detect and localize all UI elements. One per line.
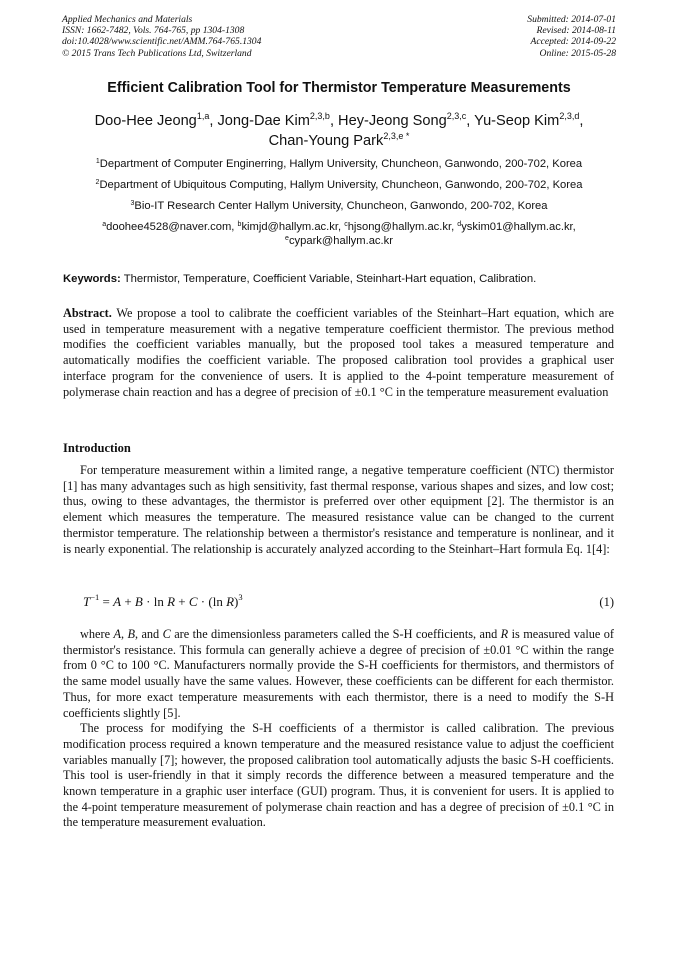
keywords: [63, 272, 623, 286]
affiliation-text: Department of Computer Enginerring, Hallym University, Chuncheon, Ganwondo, 200-702, Korea: [99, 158, 583, 170]
intro-paragraph-2: where A, B, and C are the dimensionless parameters called the S-H coefficients, and R is measured value of thermistor's resistance. This formula can generally achieve a degree of precision of ±0.01 °C within the range from 0 °C to 100 °C. Manufacturers normally provide the S-H coefficients for thermistors, and thermistors of the same model usually have the same values. However, these coefficients can be different for each thermistor. Thus, for more exact temperature measurements with each thermistor, there is a need to modify the S-H coefficients slightly [5]. The process for modifying the S-H coefficients of a thermistor is called calibration. The previous modification process required a known temperature and the measured resistance value to adjust the coefficient variables manually [7]; however, the proposed calibration tool automatically adjusts the basic S-H coefficients. This tool is user-friendly in that it simply records the difference between a measured temperature and the known temperature in a graphic user interface (GUI) program. Thus, it is convenient for users. It is applied to the 4-point temperature measurement of polymerase chain reaction and has a degree of precision of ±0.1 °C in the temperature measurement evaluation.: [63, 627, 614, 830]
affiliation: [40, 199, 638, 213]
keywords-text: Thermistor, Temperature, Coefficient Variable, Steinhart-Hart equation, Calibration.: [123, 273, 537, 285]
steinhart-hart-equation: [63, 591, 614, 615]
affiliation: [40, 178, 638, 192]
intro-paragraph-1: For temperature measurement within a limited range, a negative temperature coefficient (NTC) thermistor [1] has many advantages such as high sensitivity, fast thermal response, various shapes and sizes, and low cost; thus, owing to these advantages, the thermistor is preferred over other equipment [2]. The thermistor is an element which measures the temperature. The measured resistance value can be changed to the current thermistor temperature. The relationship between a thermistor's resistance and temperature is nonlinear, and it is nearly exponential. The relationship is accurately analyzed according to the Steinhart–Hart formula Eq. 1[4]:: [63, 463, 614, 556]
abstract-label: Abstract.: [63, 306, 112, 320]
keywords-label: Keywords:: [63, 273, 121, 285]
email-link[interactable]: kimjd@hallym.ac.kr,: [241, 221, 342, 233]
date-revised: Revised: 2014-08-11: [536, 25, 616, 37]
paper-title: Efficient Calibration Tool for Thermistor Temperature Measurements: [107, 80, 571, 96]
section-heading-introduction: Introduction: [63, 441, 131, 455]
author-name: Jong-Dae Kim: [217, 113, 310, 129]
affiliation-mark: 1: [95, 158, 100, 165]
author-affiliation-mark: 2,3,e *: [383, 131, 410, 141]
email-link[interactable]: cypark@hallym.ac.kr: [288, 235, 393, 247]
author-name: Chan-Young Park: [268, 133, 384, 149]
email-link[interactable]: hjsong@hallym.ac.kr,: [347, 221, 455, 233]
dates-header: [527, 14, 616, 59]
equation-formula: $T^{-1} = A + B \cdot \ln R + C \cdot (\ln$ R)$^3$: [83, 592, 243, 609]
date-online: Online: 2015-05-28: [539, 47, 616, 59]
abstract: [63, 306, 614, 400]
author-name: Doo-Hee Jeong: [94, 113, 197, 129]
author-affiliation-mark: 2,3,c: [446, 111, 467, 121]
equation-number: (1): [599, 595, 614, 609]
abstract-text: We propose a tool to calibrate the coefficient variables of the Steinhart–Hart equation, which are used in temperature measurement with a negative temperature coefficient thermistor. The previous method modifies the coefficient variables manually, but the proposed tool takes a measured temperature and automatically modifies the coefficient variable. The proposed calibration tool provides a graphical user interface program for the convenience of users. It is applied to the 4-point temperature measurement of polymerase chain reaction and has a degree of precision of ±0.1 °C in the temperature measurement evaluation: [63, 306, 614, 399]
affiliation: [40, 157, 638, 171]
journal-header: [62, 14, 261, 59]
author-affiliation-mark: 2,3,b: [309, 111, 330, 121]
journal-name: Applied Mechanics and Materials: [62, 14, 193, 25]
date-accepted: Accepted: 2014-09-22: [530, 36, 616, 48]
journal-copyright: © 2015 Trans Tech Publications Ltd, Switzerland: [62, 47, 252, 59]
author-emails: $^a$doohee4528@naver.com, $^b$kimjd@hallym.ac.kr, $^c$hjsong@hallym.ac.kr, $^d$yskim01@hallym.ac.kr, $^e$cypark@hallym.ac.kr: [102, 221, 576, 247]
author-name: Hey-Jeong Song: [338, 113, 447, 129]
author-affiliation-mark: 1,a: [196, 111, 210, 121]
affiliation-mark: 2: [95, 179, 100, 186]
email-link[interactable]: yskim01@hallym.ac.kr,: [461, 221, 576, 233]
email-link[interactable]: doohee4528@naver.com,: [106, 221, 235, 233]
affiliation-mark: 3: [130, 200, 135, 207]
intro-paragraph-3: The process for modifying the S-H coefficients of a thermistor is called calibration. The previous modification process required a known temperature and the measured resistance value to adjust the coefficient variables manually [7]; however, the proposed calibration tool automatically adjusts the basic S-H coefficients. This tool is user-friendly in that it simply records the difference between a measured temperature and the known temperature in a graphic user interface (GUI) program. Thus, it is convenient for users. It is applied to the 4-point temperature measurement of polymerase chain reaction and has a degree of precision of ±0.1 °C in the temperature measurement evaluation.: [63, 721, 614, 830]
author-affiliation-mark: 2,3,d: [559, 111, 580, 121]
affiliation-text: Department of Ubiquitous Computing, Hallym University, Chuncheon, Ganwondo, 200-702, Korea: [99, 179, 583, 191]
author-name: Yu-Seop Kim: [474, 113, 560, 129]
journal-issn: ISSN: 1662-7482, Vols. 764-765, pp 1304-1308: [62, 25, 245, 37]
journal-doi: doi:10.4028/www.scientific.net/AMM.764-765.1304: [62, 36, 262, 48]
affiliation-text: Bio-IT Research Center Hallym University, Chuncheon, Ganwondo, 200-702, Korea: [134, 200, 548, 212]
author-list: Doo-Hee Jeong$^{1,a}$, Jong-Dae Kim$^{2,3,b}$, Hey-Jeong Song$^{2,3,c}$, Yu-Seop Kim$^{2,3,d}$, Chan-Young Park$^{2,3,e *}$: [94, 111, 584, 149]
date-submitted: Submitted: 2014-07-01: [527, 14, 616, 25]
